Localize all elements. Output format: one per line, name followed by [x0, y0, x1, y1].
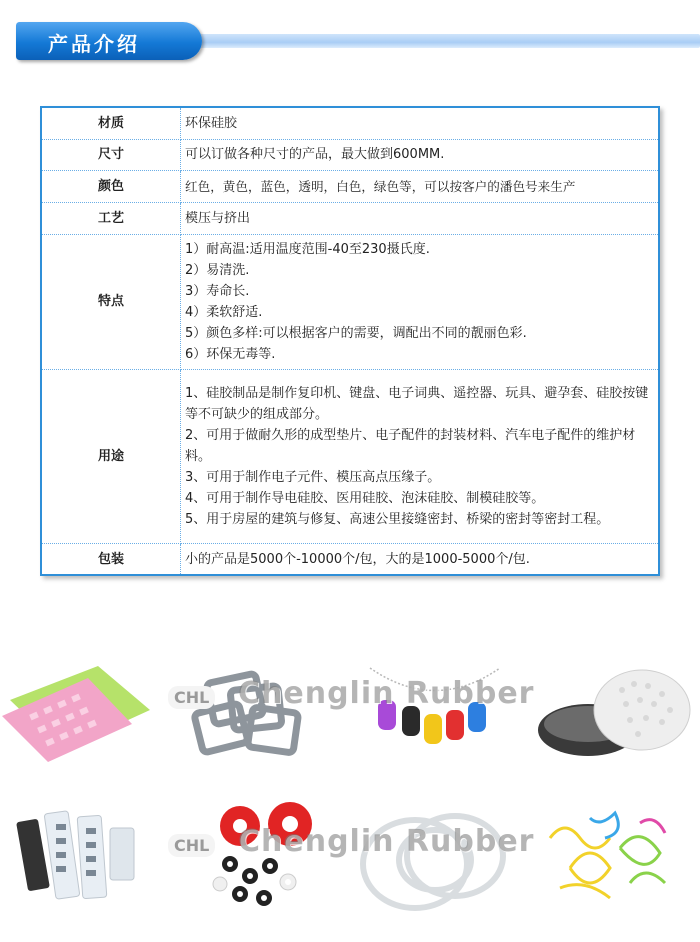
bands-image: [530, 798, 700, 918]
spec-line: 小的产品是5000个-10000个/包，大的是1000-5000个/包.: [185, 551, 530, 567]
spec-line: 2、可用于做耐久形的成型垫片、电子配件的封装材料、汽车电子配件的维护材料。: [185, 427, 636, 464]
header-tab: [16, 22, 202, 60]
spec-row-process: [42, 202, 658, 234]
spec-table: [40, 106, 660, 576]
spec-row-size: [42, 139, 658, 170]
spec-row-uses: [42, 369, 658, 544]
spec-value: [181, 202, 659, 234]
header-rule: [150, 34, 700, 48]
spec-line: 红色，黄色，蓝色，透明，白色，绿色等，可以按客户的潘色号来生产: [185, 178, 576, 194]
spec-line: 3、可用于制作电子元件、模压高点压缘子。: [185, 469, 441, 485]
spec-line: 1、硅胶制品是制作复印机、键盘、电子词典、遥控器、玩具、避孕套、硅胶按键等不可缺少的组成部分。: [185, 385, 649, 422]
spec-label: 材质: [42, 108, 181, 139]
section-title: 产品介绍: [48, 32, 140, 56]
spec-row-features: [42, 235, 658, 370]
mouse-cover-image: [530, 658, 700, 778]
spec-line: 3）寿命长.: [185, 283, 250, 299]
spec-value: [181, 139, 659, 170]
brand-logo: CHL: [168, 834, 215, 857]
spec-value: [181, 170, 659, 202]
spec-line: 5）颜色多样:可以根据客户的需要，调配出不同的靓丽色彩.: [185, 325, 527, 341]
spec-line: 4）柔软舒适.: [185, 304, 263, 320]
spec-value: [181, 235, 659, 370]
spec-table-grid: [42, 108, 658, 574]
spec-line: 4、可用于制作导电硅胶、医用硅胶、泡沫硅胶、制模硅胶等。: [185, 490, 545, 506]
spec-line: 5、用于房屋的建筑与修复、高速公里接缝密封、桥梁的密封等密封工程。: [185, 511, 610, 527]
spec-label: 颜色: [42, 170, 181, 202]
spec-label: 尺寸: [42, 139, 181, 170]
section-header: [0, 22, 700, 60]
spec-row-packing: [42, 544, 658, 574]
product-gallery: [0, 640, 700, 930]
keypads-image: [10, 798, 180, 918]
watermark-text: Chenglin Rubber: [238, 676, 535, 711]
spec-value: [181, 108, 659, 139]
spec-label: 包装: [42, 544, 181, 574]
spec-value: [181, 544, 659, 574]
spec-label: 特点: [42, 235, 181, 370]
spec-line: 2）易清洗.: [185, 262, 250, 278]
keyboard-cover-image: [0, 658, 170, 778]
spec-line: 6）环保无毒等.: [185, 346, 276, 362]
spec-row-color: [42, 170, 658, 202]
spec-row-material: [42, 108, 658, 139]
spec-label: 用途: [42, 369, 181, 544]
spec-line: 1）耐高温:适用温度范围-40至230摄氏度.: [185, 241, 430, 257]
brand-logo: CHL: [168, 686, 215, 709]
spec-line: 模压与挤出: [185, 210, 251, 226]
watermark-text: Chenglin Rubber: [238, 824, 535, 859]
spec-line: 环保硅胶: [185, 115, 238, 131]
spec-label: 工艺: [42, 202, 181, 234]
spec-value: [181, 369, 659, 544]
spec-line: 可以订做各种尺寸的产品，最大做到600MM.: [185, 147, 445, 163]
